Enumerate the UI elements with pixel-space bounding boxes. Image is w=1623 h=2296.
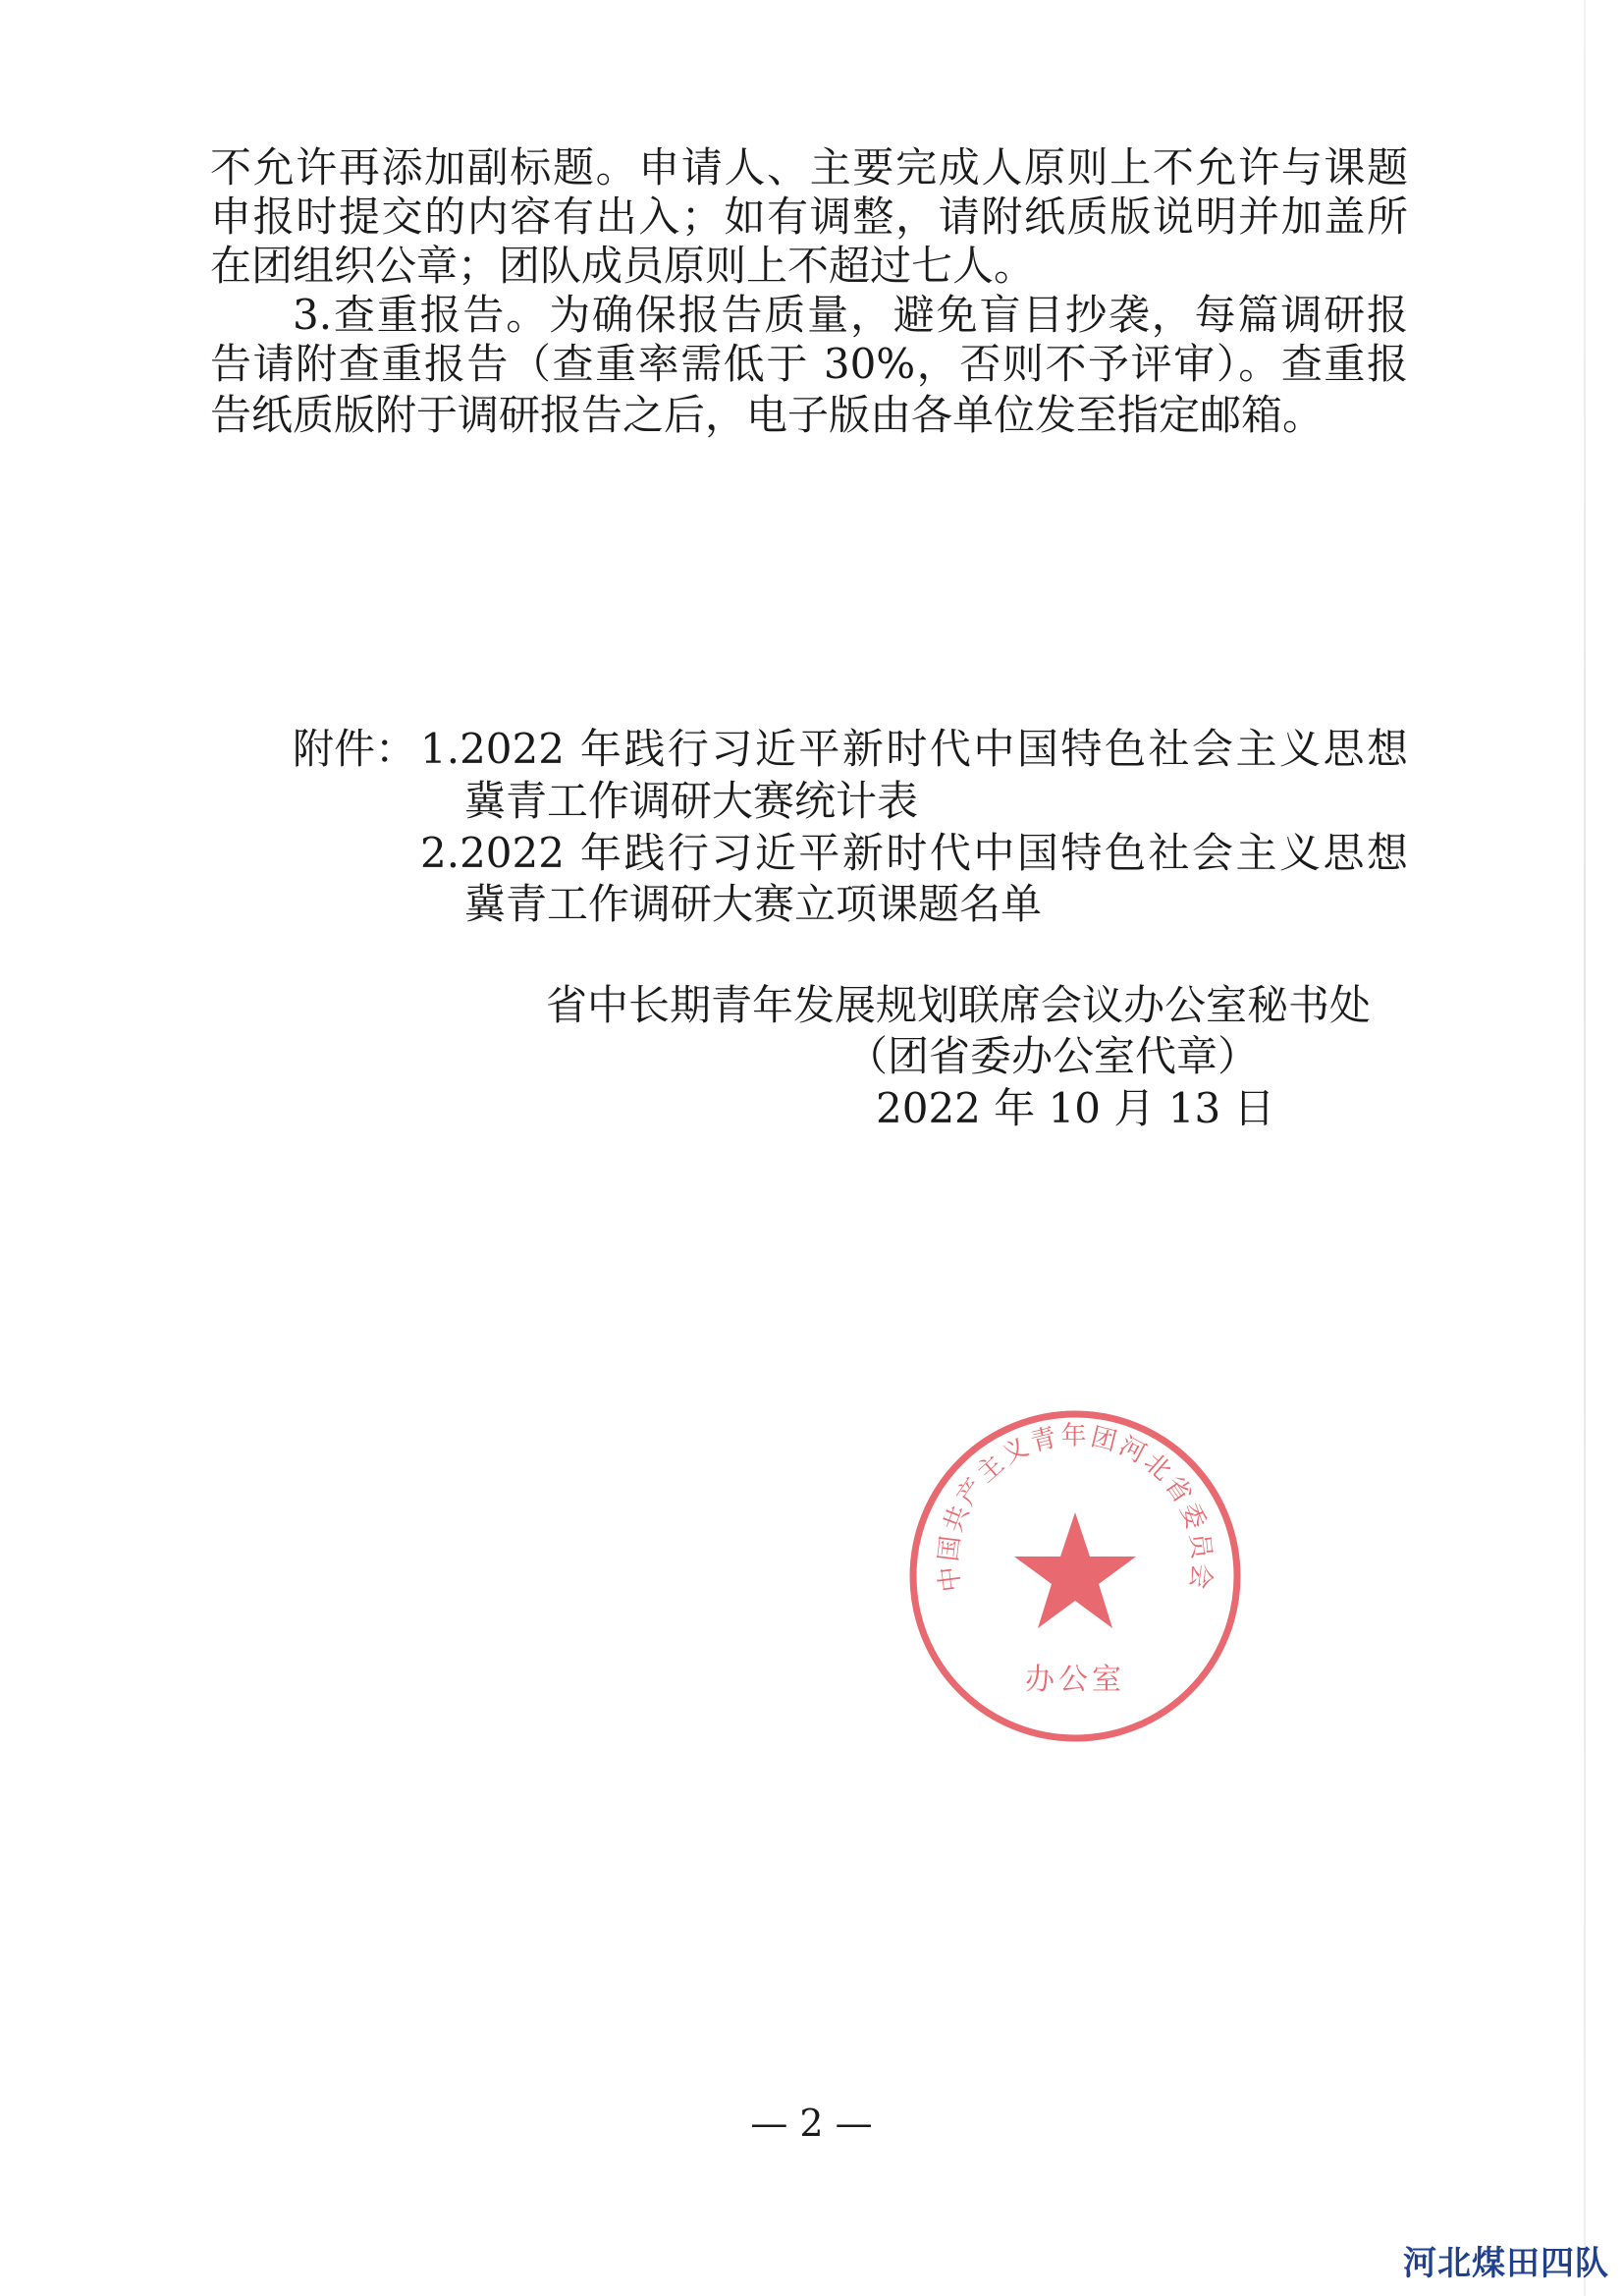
- signature-proxy: （团省委办公室代章）: [846, 1032, 1260, 1080]
- body-line-6: 告纸质版附于调研报告之后，电子版由各单位发至指定邮箱。: [210, 391, 1325, 439]
- watermark: 河北煤田四队: [1403, 2244, 1609, 2283]
- attachment-2-title: 2.2022 年践行习近平新时代中国特色社会主义思想: [420, 829, 1408, 877]
- body-line-4: 3.查重报告。为确保报告质量，避免盲目抄袭，每篇调研报: [293, 291, 1408, 339]
- body-line-5: 告请附查重报告（查重率需低于 30%，否则不予评审）。查重报: [210, 340, 1408, 388]
- seal-ring-text: 中国共产主义青年团河北省委员会: [934, 1421, 1217, 1594]
- attachment-1-title: 1.2022 年践行习近平新时代中国特色社会主义思想: [420, 725, 1408, 773]
- official-seal-image: [903, 1404, 1247, 1748]
- svg-text:中国共产主义青年团河北省委员会: [934, 1422, 1216, 1594]
- scan-edge: [1584, 0, 1586, 2296]
- attachment-1-title-cont: 冀青工作调研大赛统计表: [464, 777, 919, 825]
- body-line-1: 不允许再添加副标题。申请人、主要完成人原则上不允许与课题: [210, 143, 1408, 191]
- signature-org: 省中长期青年发展规划联席会议办公室秘书处: [546, 981, 1372, 1029]
- body-line-3: 在团组织公章；团队成员原则上不超过七人。: [210, 242, 1036, 290]
- attachment-2-title-cont: 冀青工作调研大赛立项课题名单: [464, 880, 1043, 928]
- page-number: — 2 —: [750, 2102, 873, 2145]
- signature-date: 2022 年 10 月 13 日: [876, 1084, 1275, 1132]
- attachment-label: 附件：: [293, 725, 417, 773]
- body-line-2: 申报时提交的内容有出入；如有调整，请附纸质版说明并加盖所: [210, 192, 1408, 241]
- seal-bottom-text: 办公室: [1025, 1663, 1125, 1697]
